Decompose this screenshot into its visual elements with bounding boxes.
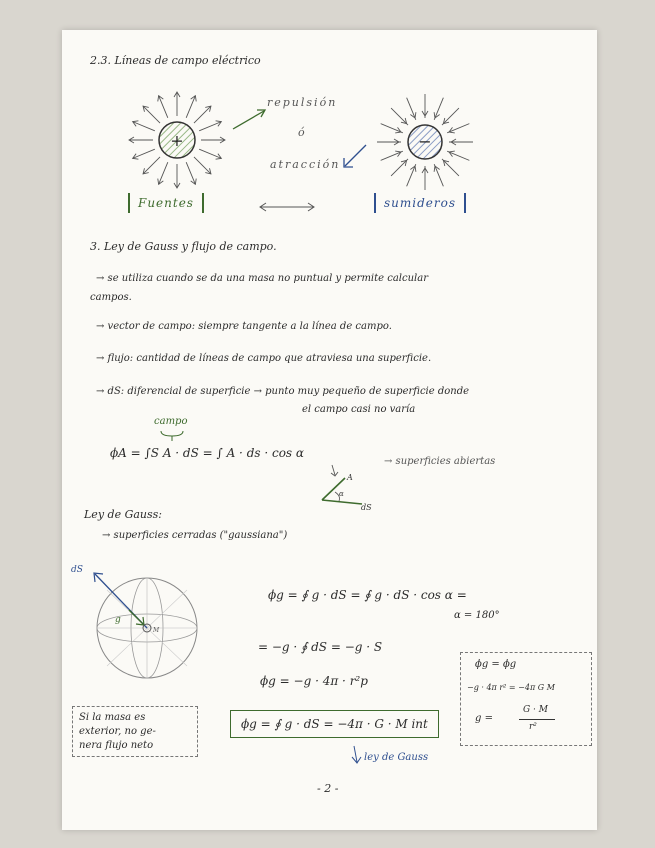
gauss-law-label: ley de Gauss — [364, 752, 429, 763]
open-surfaces-label: → superficies abiertas — [384, 456, 496, 467]
side-fraction-denominator: r² — [529, 722, 537, 732]
definition-field-vector: → vector de campo: siempre tangente a la línea de campo. — [96, 321, 392, 332]
side-line-3: g = — [475, 713, 493, 724]
g-label: g — [115, 615, 121, 625]
negative-symbol: − — [418, 132, 432, 151]
side-line-1: ϕg = ϕg — [475, 659, 517, 670]
gaussian-sphere-diagram — [67, 560, 217, 690]
intro-line-2: campos. — [90, 292, 132, 303]
gauss-law-title: Ley de Gauss: — [84, 508, 162, 521]
gauss-equation-3: ϕg = −g · 4π · r²p — [260, 674, 368, 688]
repulsion-arrow — [230, 105, 270, 135]
flux-formula: ϕA = ∫S A · dS = ∫ A · ds · cos α — [110, 446, 304, 460]
definition-ds-line-1: → dS: diferencial de superficie → punto muy pequeño de superficie donde — [96, 386, 470, 397]
field-line — [447, 124, 469, 133]
attraction-arrow — [340, 142, 370, 172]
angle-sketch — [317, 460, 387, 510]
side-fraction-bar — [519, 719, 555, 720]
definition-ds-line-2: el campo casi no varía — [302, 404, 416, 415]
closed-surfaces-label: → superficies cerradas ("gaussiana") — [102, 530, 288, 541]
side-fraction-numerator: G · M — [523, 705, 548, 715]
alpha-label: α — [339, 490, 344, 498]
double-arrow — [257, 200, 317, 214]
intro-line-1: → se utiliza cuando se da una masa no puntual y permite calcular — [96, 273, 428, 284]
field-line — [143, 157, 160, 174]
notebook-page — [62, 30, 597, 830]
ds-label: dS — [71, 565, 83, 575]
campo-brace — [158, 428, 188, 442]
campo-label: campo — [154, 416, 188, 427]
mass-label: M — [153, 627, 160, 634]
section-title-field-lines: 2.3. Líneas de campo eléctrico — [90, 54, 261, 67]
gauss-equation-2: = −g · ∮ dS = −g · S — [258, 640, 383, 654]
attraction-label: atracción — [270, 158, 341, 171]
field-line — [442, 108, 459, 125]
source-charge-diagram — [117, 80, 237, 200]
field-line — [194, 106, 211, 123]
side-line-2: −g · 4π r² = −4π G M — [467, 683, 555, 692]
field-line — [391, 108, 408, 125]
field-line — [407, 98, 416, 120]
field-line — [194, 157, 211, 174]
field-line — [381, 151, 403, 160]
field-line — [407, 164, 416, 186]
field-line — [381, 124, 403, 133]
note-line-1: Si la masa es — [79, 712, 146, 723]
definition-flux: → flujo: cantidad de líneas de campo que atraviesa una superficie. — [96, 353, 432, 364]
field-derivation-box — [460, 652, 592, 746]
gauss-equation-1-note: α = 180° — [454, 610, 500, 621]
page-number: - 2 - — [317, 782, 339, 795]
field-line — [434, 98, 443, 120]
sources-label: Fuentes — [128, 193, 204, 213]
field-line — [143, 106, 160, 123]
sinks-label: sumideros — [374, 193, 466, 213]
vector-a-label: A — [347, 473, 353, 482]
vector-ds-label: dS — [361, 503, 372, 510]
field-line — [434, 164, 443, 186]
field-line — [391, 159, 408, 176]
gauss-law-boxed-equation: ϕg = ∮ g · dS = −4π · G · M int — [230, 710, 439, 738]
or-label: ó — [298, 126, 305, 139]
sink-charge-diagram — [365, 82, 485, 202]
note-line-2: exterior, no ge- — [79, 726, 156, 737]
gauss-equation-1: ϕg = ∮ g · dS = ∮ g · dS · cos α = — [268, 588, 467, 602]
section-title-gauss-flux: 3. Ley de Gauss y flujo de campo. — [90, 240, 277, 253]
repulsion-label: repulsión — [267, 96, 338, 109]
field-line — [442, 159, 459, 176]
note-line-3: nera flujo neto — [79, 740, 154, 751]
exterior-mass-note — [72, 706, 198, 757]
positive-symbol: + — [170, 131, 184, 150]
field-line — [447, 151, 469, 160]
